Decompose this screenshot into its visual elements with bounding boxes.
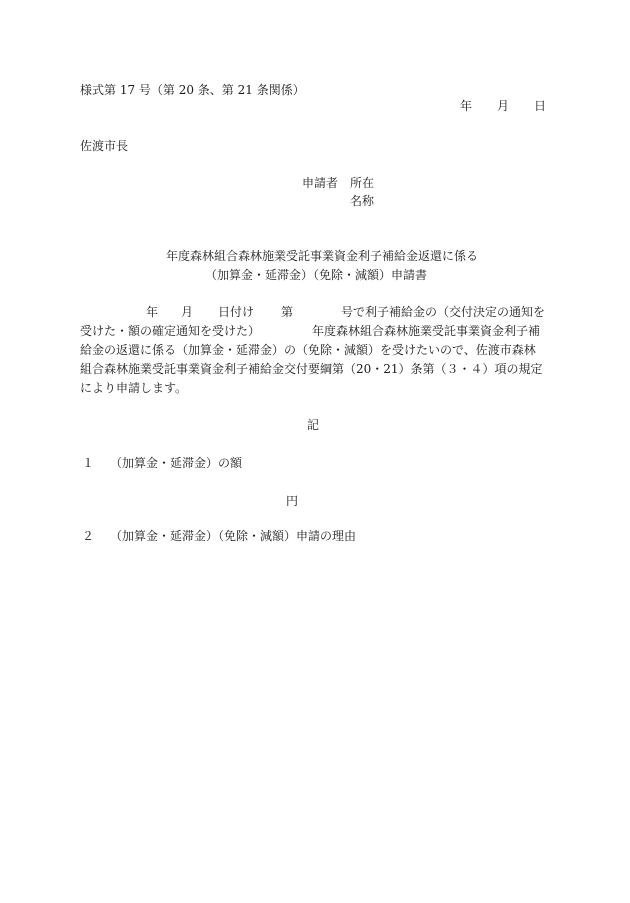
item-2-text: （加算金・延滞金）（免除・減額）申請の理由 (110, 529, 357, 543)
body-number-prefix: 第 (281, 305, 294, 319)
date-year-label: 年 (460, 99, 473, 113)
item-1-text: （加算金・延滞金）の額 (110, 456, 243, 470)
application-body (80, 306, 550, 401)
date-month-label: 月 (497, 99, 510, 113)
applicant-name-label: 名称 (350, 194, 375, 208)
document-title-line1: 年度森林組合森林施業受託事業資金利子補給金返還に係る (166, 249, 479, 263)
body-line-1-rest: 号で利子補給金の（交付決定の通知を (341, 305, 546, 319)
currency-unit: 円 (286, 494, 299, 508)
applicant-address-label: 所在 (350, 176, 375, 190)
applicant-label: 申請者 (302, 176, 339, 190)
body-line-4 (80, 363, 550, 382)
date-day-label: 日 (534, 99, 547, 113)
body-line-5 (80, 382, 550, 401)
body-line-3-text: 給金の返還に係る（加算金・延滞金）の（免除・減額）を受けたいので、佐渡市森林 (80, 343, 536, 357)
item-1-number: １ (82, 456, 95, 470)
body-line-4-text: 組合森林施業受託事業資金利子補給金交付要綱第（20・21）条第（３・４）項の規定 (80, 362, 543, 376)
body-line-2-part2: 年度森林組合森林施業受託事業資金利子補 (312, 324, 541, 338)
body-line-5-text: により申請します。 (80, 381, 188, 395)
body-line-2 (80, 325, 550, 344)
item-2-number: ２ (82, 529, 95, 543)
body-month-label: 月 (181, 305, 194, 319)
form-number: 様式第 17 号（第 20 条、第 21 条関係） (80, 83, 305, 97)
body-dated-label: 日付け (218, 305, 255, 319)
record-heading: 記 (307, 418, 320, 432)
body-year-label: 年 (146, 305, 159, 319)
body-line-2-part1: 受けた・額の確定通知を受けた） (80, 324, 261, 338)
addressee: 佐渡市長 (80, 139, 129, 153)
document-title-line2: （加算金・延滞金）（免除・減額）申請書 (205, 268, 428, 282)
body-line-3 (80, 344, 550, 363)
body-line-1 (80, 306, 550, 325)
